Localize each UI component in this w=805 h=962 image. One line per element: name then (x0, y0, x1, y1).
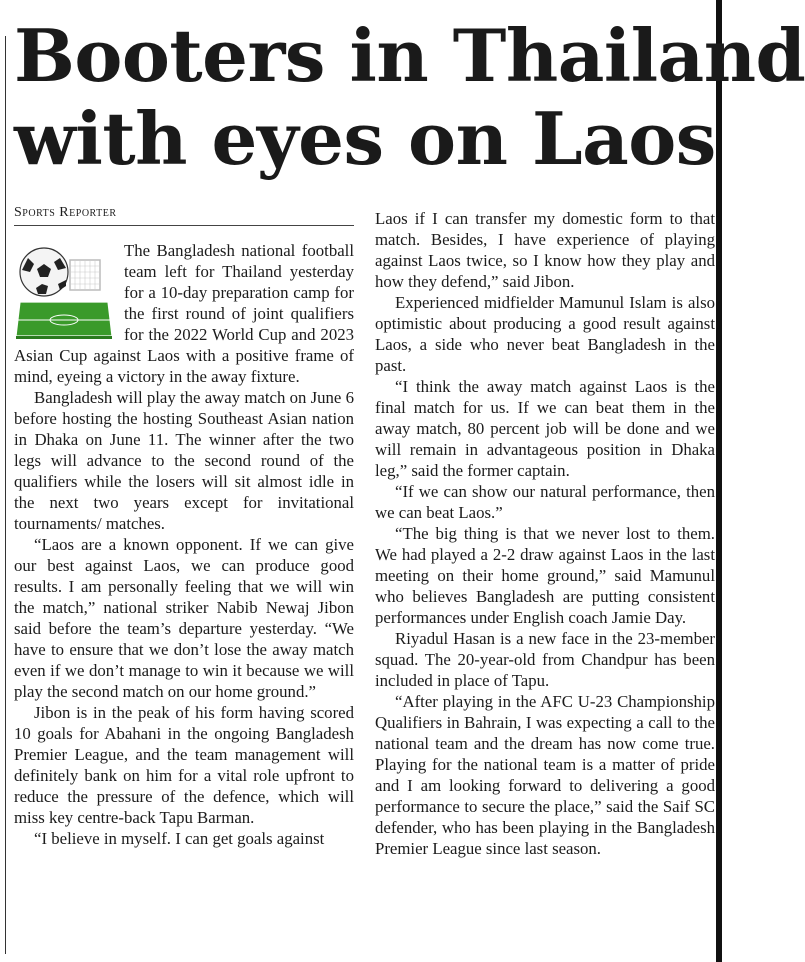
article-paragraph: Riyadul Hasan is a new face in the 23-member squad. The 20-year-old from Chandpur has been included in place of Tapu. (375, 629, 715, 690)
football-on-pitch-icon (14, 240, 114, 340)
headline-line-1: Booters in Thailand (14, 13, 805, 98)
article-paragraph: The Bangladesh national football team left for Thailand yesterday for a 10-day preparation camp for the first round of joint qualifiers for the 2022 World Cup and 2023 Asian Cup against Laos with a positive frame of mind, eyeing a victory in the away fixture. (14, 241, 354, 386)
page-edge-bar (716, 0, 722, 962)
article-paragraph: “I believe in myself. I can get goals against (34, 829, 325, 848)
article-paragraph: Laos if I can transfer my domestic form to that match. Besides, I have experience of playing against Laos twice, so I know how they play and how they defend,” said Jibon. (375, 209, 715, 291)
article-column-left (14, 240, 354, 849)
article-column-right (375, 208, 715, 859)
article-paragraph: “Laos are a known opponent. If we can give our best against Laos, we can produce good results. I am personally feeling that we will win the match,” national striker Nabib Newaj Jibon said before the team’s departure yesterday. “We have to ensure that we don’t lose the away match even if we don’t manage to win it because we will play the second match on our home ground.” (14, 535, 354, 701)
article-paragraph: “After playing in the AFC U-23 Championship Qualifiers in Bahrain, I was expecting a call to the national team and the dream has now come true. Playing for the national team is a matter of pride and I am looking forward to delivering a good performance to secure the place,” said the Saif SC defender, who has been playing in the Bangladesh Premier League since last season. (375, 692, 715, 858)
article-paragraph: Experienced midfielder Mamunul Islam is also optimistic about producing a good result against Laos, a side who never beat Bangladesh in the past. (375, 293, 715, 375)
article-paragraph: “I think the away match against Laos is the final match for us. If we can beat them in the away match, 80 percent job will be done and we will remain in advantageous position in Dhaka leg,” said the former captain. (375, 377, 715, 480)
byline: Sports Reporter (14, 205, 354, 226)
article-paragraph: Bangladesh will play the away match on June 6 before hosting the hosting Southeast Asian nation in Dhaka on June 11. The winner after the two legs will advance to the second round of the qualifiers while the losers will sit almost idle in the next two years except for invitational tournaments/ matches. (14, 388, 354, 533)
left-column-rule (5, 36, 6, 954)
headline (14, 13, 805, 181)
article-paragraph: Jibon is in the peak of his form having scored 10 goals for Abahani in the ongoing Bangladesh Premier League, and the team management will definitely bank on him for a vital role upfront to reduce the pressure of the defence, which will miss key centre-back Tapu Barman. (14, 703, 354, 827)
headline-line-2: with eyes on Laos (14, 96, 716, 181)
article-paragraph: “If we can show our natural performance, then we can beat Laos.” (375, 482, 715, 522)
article-paragraph: “The big thing is that we never lost to them. We had played a 2-2 draw against Laos in the last meeting on their home ground,” said Mamunul who believes Bangladesh are putting consistent performances under English coach Jamie Day. (375, 524, 715, 627)
